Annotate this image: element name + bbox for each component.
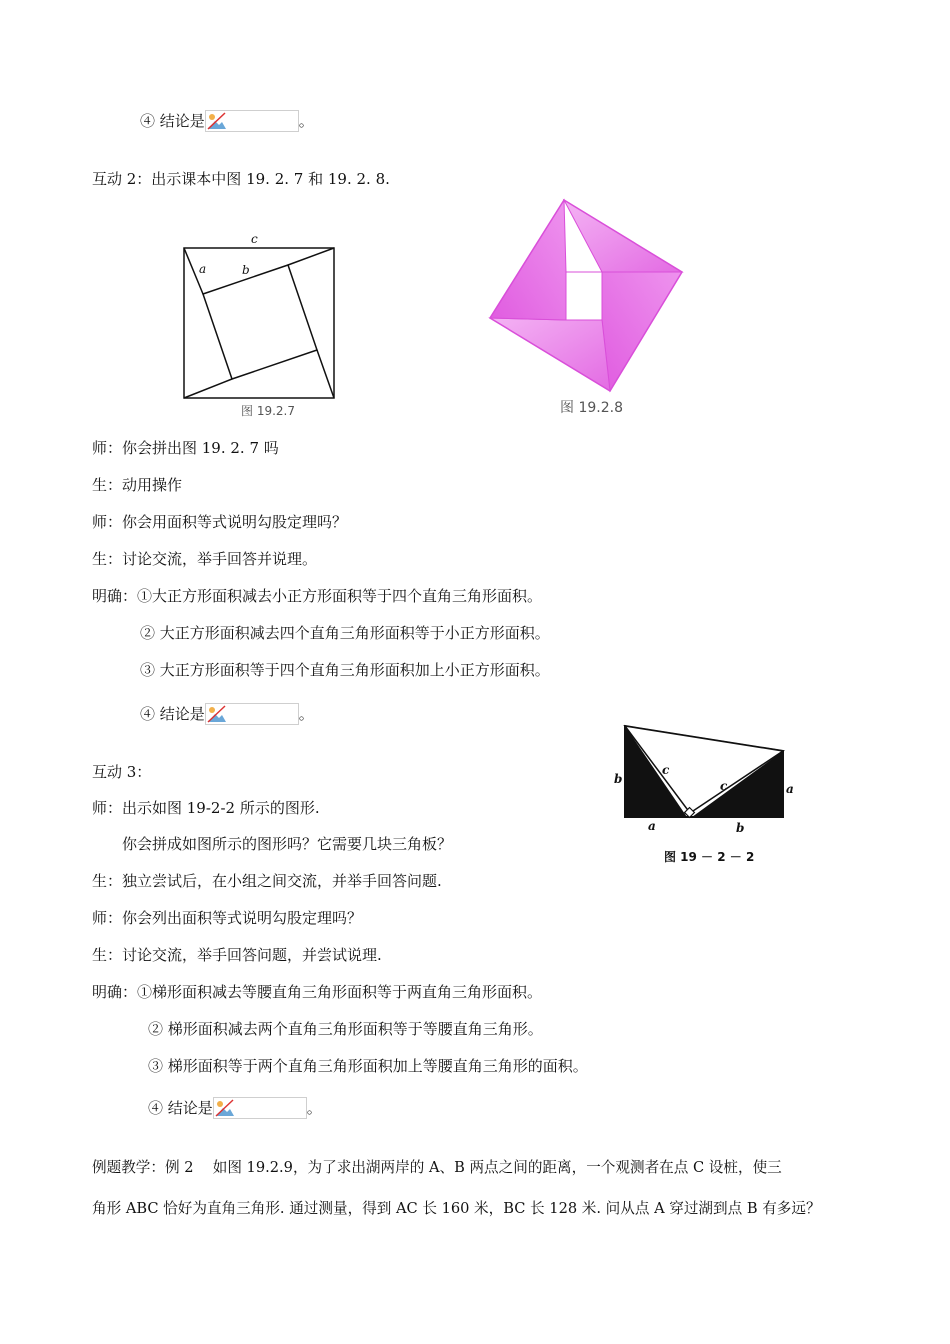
example-line-2: 角形 ABC 恰好为直角三角形. 通过测量，得到 AC 长 160 米，BC 长 128 米. 问从点 A 穿过湖到点 B 有多远？ [92,1200,821,1217]
student-line-1: 生：动用操作 [92,476,183,494]
center-square [566,272,602,320]
clarify-line-6: ③ 梯形面积等于两个直角三角形面积加上等腰直角三角形的面积。 [148,1057,588,1075]
clarify-line-4: 明确：①梯形面积减去等腰直角三角形面积等于两直角三角形面积。 [92,983,543,1001]
interaction-3-heading: 互动 3： [92,763,152,781]
teacher-line-4: 师：你会列出面积等式说明勾股定理吗？ [92,909,363,927]
figure-19-2-7-caption: 图 19.2.7 [241,404,295,418]
clarify-line-1: 明确：①大正方形面积减去小正方形面积等于四个直角三角形面积。 [92,587,543,605]
conclusion-line-2: ④ 结论是 。 [140,705,314,723]
example-line-1: 例题教学：例 2 如图 19.2.9，为了求出湖两岸的 A、B 两点之间的距离，一个观测者在点 C 设桩，使三 [92,1159,782,1176]
figure-19-2-2 [610,720,795,835]
clarify-line-5: ② 梯形面积减去两个直角三角形面积等于等腰直角三角形。 [148,1020,543,1038]
teacher-question-line: 你会拼成如图所示的图形吗？它需要几块三角板？ [122,835,453,853]
figure-19-2-7 [178,228,343,403]
broken-image-icon [213,1097,307,1119]
clarify-line-2: ② 大正方形面积减去四个直角三角形面积等于小正方形面积。 [140,624,550,642]
conclusion-text: ④ 结论是 [140,705,205,723]
label-c-right: c [720,779,728,793]
label-a-right: a [786,782,794,796]
student-line-2: 生：讨论交流，举手回答并说理。 [92,550,318,568]
figure-19-2-8-caption: 图 19.2.8 [560,400,623,416]
label-b-bottom: b [736,821,745,835]
label-c-left: c [662,763,670,777]
label-c: c [251,232,258,246]
label-b-left: b [614,772,623,786]
conclusion-line-3: ④ 结论是 。 [148,1099,322,1117]
figure-19-2-2-caption: 图 19 － 2 － 2 [664,850,755,864]
teacher-line-2: 师：你会用面积等式说明勾股定理吗？ [92,513,348,531]
label-a-bottom: a [648,819,656,833]
interaction-2-heading: 互动 2：出示课本中图 19. 2. 7 和 19. 2. 8. [92,170,390,188]
student-line-3: 生：独立尝试后，在小组之间交流，并举手回答问题. [92,872,442,890]
broken-image-icon [205,703,299,725]
conclusion-text: ④ 结论是 [140,112,205,130]
clarify-line-3: ③ 大正方形面积等于四个直角三角形面积加上小正方形面积。 [140,661,550,679]
label-b: b [242,263,250,277]
student-line-4: 生：讨论交流，举手回答问题，并尝试说理. [92,946,382,964]
figure-19-2-8 [488,198,686,393]
label-a: a [199,262,207,276]
conclusion-text: ④ 结论是 [148,1099,213,1117]
conclusion-line-1: ④ 结论是 。 [140,112,314,130]
teacher-line-1: 师：你会拼出图 19. 2. 7 吗 [92,439,279,457]
triangle-left [490,200,566,320]
teacher-line-3: 师：出示如图 19-2-2 所示的图形. [92,799,320,817]
triangle-right [602,272,682,391]
broken-image-icon [205,110,299,132]
